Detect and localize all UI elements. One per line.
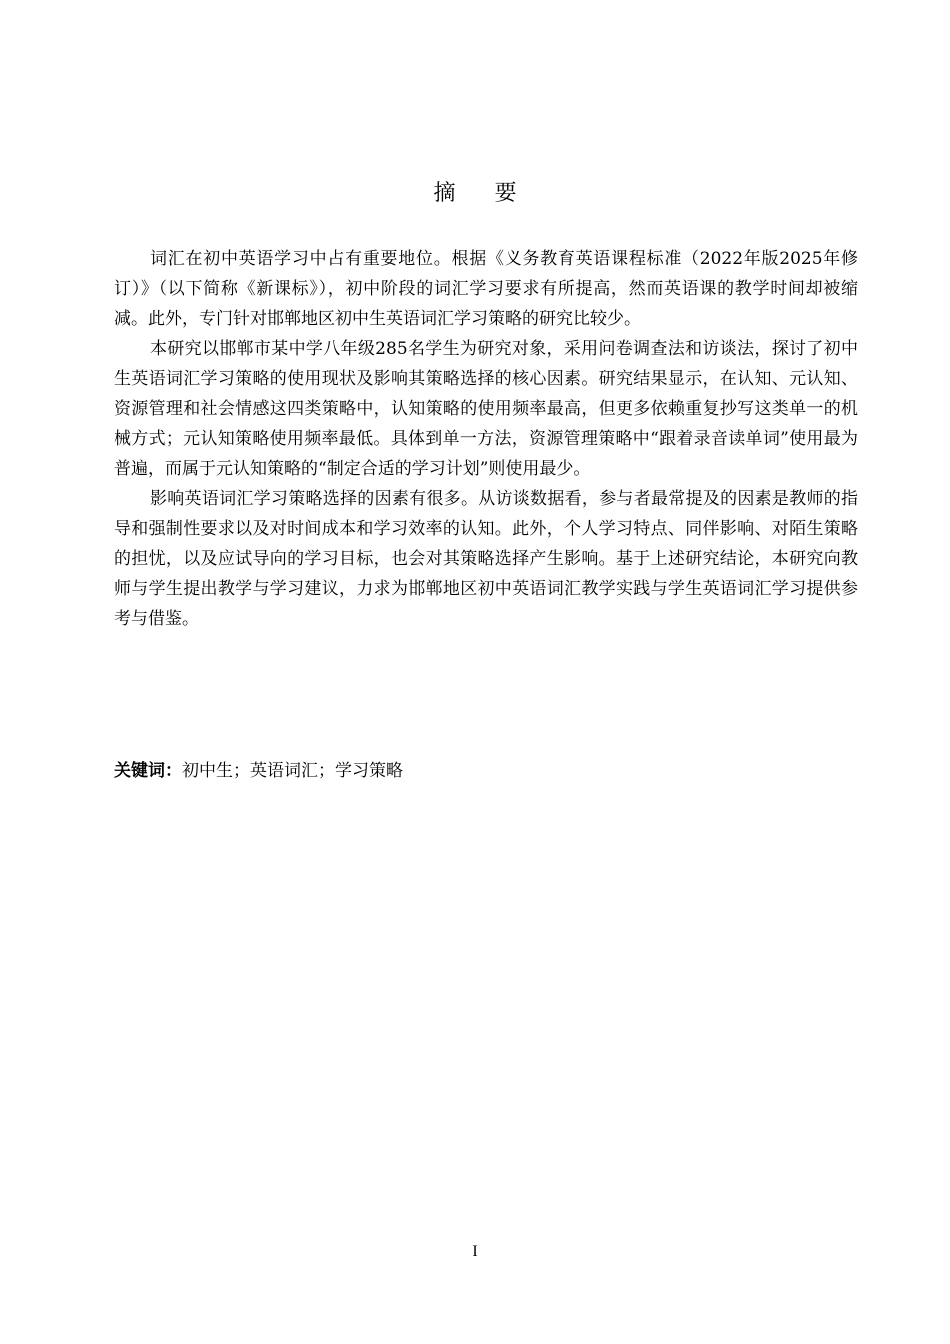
keywords-text: 初中生；英语词汇；学习策略 [182, 761, 403, 781]
keywords-label: 关键词： [114, 761, 182, 781]
keywords-line [114, 756, 858, 786]
abstract-paragraph-3: 影响英语词汇学习策略选择的因素有很多。从访谈数据看，参与者最常提及的因素是教师的指导和强制性要求以及对时间成本和学习效率的认知。此外，个人学习特点、同伴影响、对陌生策略的担忧，以及应试导向的学习目标，也会对其策略选择产生影响。基于上述研究结论，本研究向教师与学生提出教学与学习建议，力求为邯郸地区初中英语词汇教学实践与学生英语词汇学习提供参考与借鉴。 [114, 489, 858, 629]
abstract-title: 摘 要 [433, 181, 533, 206]
abstract-paragraph-2: 本研究以邯郸市某中学八年级285名学生为研究对象，采用问卷调查法和访谈法，探讨了初中生英语词汇学习策略的使用现状及影响其策略选择的核心因素。研究结果显示，在认知、元认知、资源管理和社会情感这四类策略中，认知策略的使用频率最高，但更多依赖重复抄写这类单一的机械方式；元认知策略使用频率最低。具体到单一方法，资源管理策略中“跟着录音读单词”使用最为普遍，而属于元认知策略的“制定合适的学习计划”则使用最少。 [114, 339, 858, 479]
page-number: I [472, 1243, 478, 1260]
abstract-body [114, 244, 858, 634]
abstract-paragraph-1: 词汇在初中英语学习中占有重要地位。根据《义务教育英语课程标准（2022年版2025年修订）》（以下简称《新课标》），初中阶段的词汇学习要求有所提高，然而英语课的教学时间却被缩减。此外，专门针对邯郸地区初中生英语词汇学习策略的研究比较少。 [114, 249, 858, 329]
